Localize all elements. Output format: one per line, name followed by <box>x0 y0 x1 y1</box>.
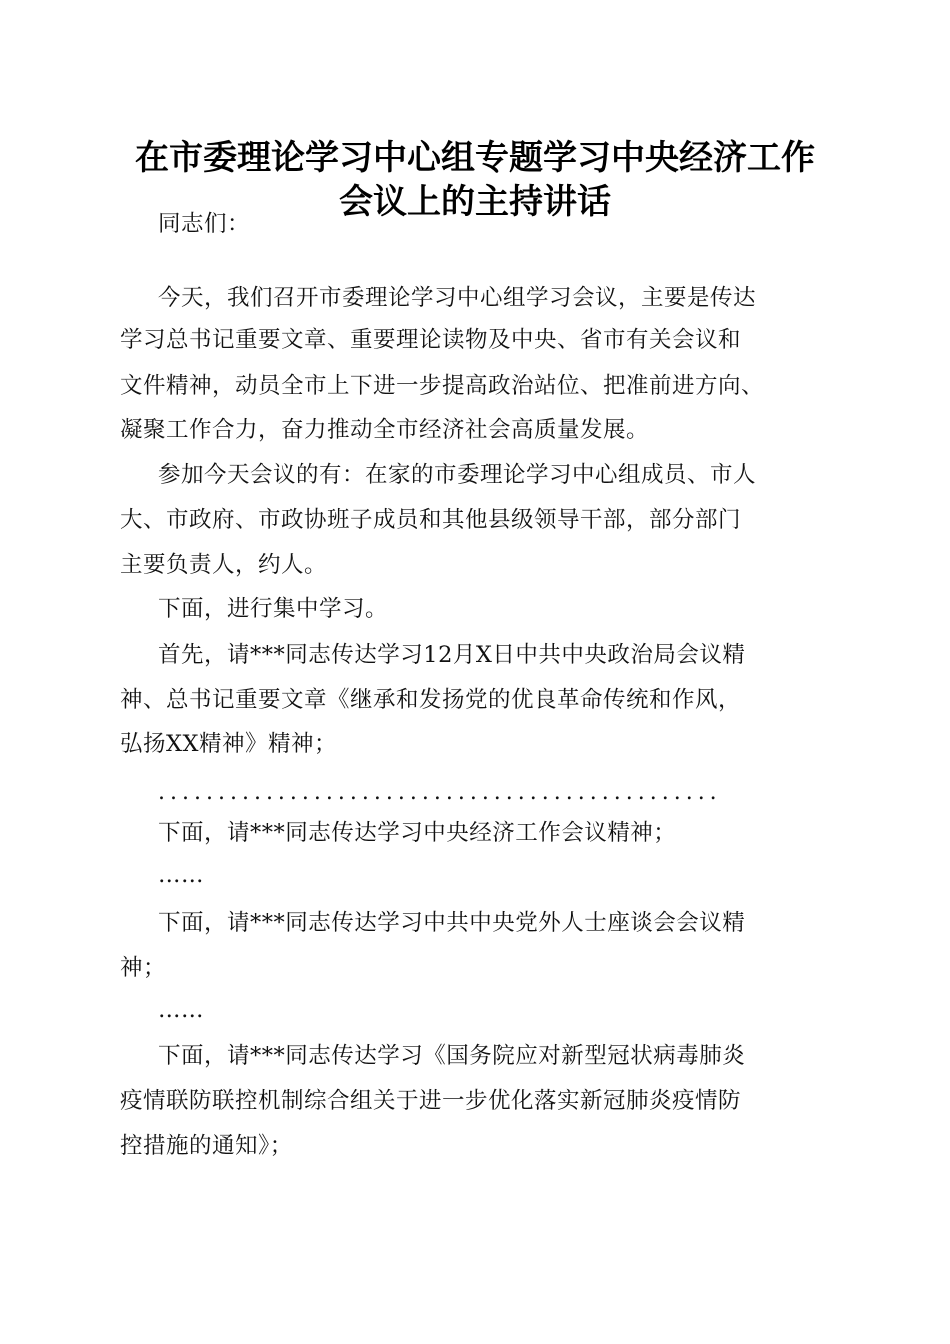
paragraph-line: 控措施的通知》； <box>120 1133 293 1159</box>
paragraph-line: 学习总书记重要文章、重要理论读物及中央、省市有关会议和 <box>120 327 742 353</box>
paragraph-line: 文件精神，动员全市上下进一步提高政治站位、把准前进方向、 <box>120 373 765 399</box>
salutation: 同志们： <box>158 211 251 237</box>
document-title-line-1: 在市委理论学习中心组专题学习中央经济工作 <box>135 138 815 178</box>
paragraph-line: 弘扬XX精神》精神； <box>120 731 338 757</box>
paragraph-line: 首先，请***同志传达学习12月X日中共中央政治局会议精 <box>158 642 746 668</box>
ellipsis-line: …… <box>158 862 204 888</box>
paragraph-line: 今天，我们召开市委理论学习中心组学习会议，主要是传达 <box>158 285 757 311</box>
paragraph-line: 神、总书记重要文章《继承和发扬党的优良革命传统和作风， <box>120 687 742 713</box>
paragraph-line: 主要负责人，约人。 <box>120 552 328 578</box>
dotted-separator: ............................................... <box>158 780 722 805</box>
paragraph-line: 下面，请***同志传达学习中共中央党外人士座谈会会议精 <box>158 910 746 936</box>
document-title-line-2: 会议上的主持讲话 <box>339 182 611 222</box>
ellipsis-line: …… <box>158 997 204 1023</box>
paragraph-line: 大、市政府、市政协班子成员和其他县级领导干部，部分部门 <box>120 507 742 533</box>
paragraph-line: 下面，请***同志传达学习中央经济工作会议精神； <box>158 820 677 846</box>
paragraph-line: 下面，请***同志传达学习《国务院应对新型冠状病毒肺炎 <box>158 1043 746 1069</box>
paragraph-line: 参加今天会议的有：在家的市委理论学习中心组成员、市人 <box>158 462 757 488</box>
paragraph-line: 疫情联防联控机制综合组关于进一步优化落实新冠肺炎疫情防 <box>120 1088 742 1114</box>
paragraph-line: 神； <box>120 955 167 981</box>
paragraph-line: 下面，进行集中学习。 <box>158 596 389 622</box>
paragraph-line: 凝聚工作合力，奋力推动全市经济社会高质量发展。 <box>120 417 650 443</box>
